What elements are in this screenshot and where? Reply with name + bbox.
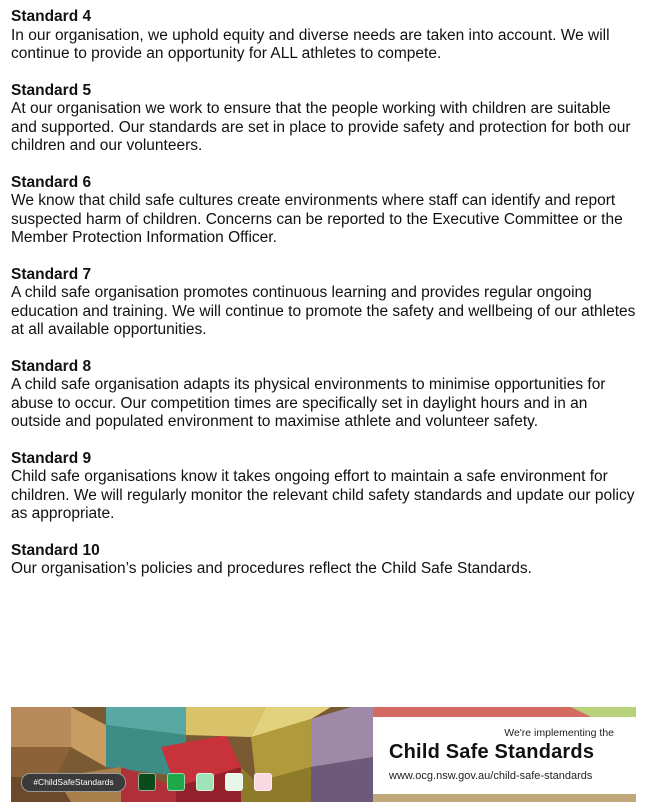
colour-swatch xyxy=(196,773,214,791)
standard-heading: Standard 9 xyxy=(11,449,92,467)
standard-heading: Standard 7 xyxy=(11,265,92,283)
standard-text: A child safe organisation promotes continuous learning and provides regular ongoing education and training. We will continue to promote the safety and wellbeing of our athletes at all available opportunities. xyxy=(11,284,636,338)
standard-text: Our organisation’s policies and procedures reflect the Child Safe Standards. xyxy=(11,560,532,577)
standard-text: At our organisation we work to ensure that the people working with children are suitable and supported. Our standards are set in place to provide safety and protection for both our children and our volunteers. xyxy=(11,100,631,154)
standard-heading: Standard 5 xyxy=(11,81,92,99)
standard-text: Child safe organisations know it takes ongoing effort to maintain a safe environment for children. We will regularly monitor the relevant child safety standards and update our policy as appropriate. xyxy=(11,468,635,522)
promo-intro: We're implementing the xyxy=(504,727,614,739)
standard-heading: Standard 4 xyxy=(11,8,92,25)
standards-list xyxy=(11,8,636,597)
standard-6 xyxy=(11,174,636,248)
standard-9 xyxy=(11,450,636,524)
standard-text: A child safe organisation adapts its physical environments to minimise opportunities for abuse to occur. Our competition times are specifically set in daylight hours and in an outside and populated environment to maximise athlete and volunteer safety. xyxy=(11,376,606,430)
standard-text: We know that child safe cultures create environments where staff can identify and report suspected harm of children. Concerns can be reported to the Executive Committee or the Member Protection Information Officer. xyxy=(11,192,623,246)
standard-text: In our organisation, we uphold equity and diverse needs are taken into account. We will continue to provide an opportunity for ALL athletes to compete. xyxy=(11,26,610,62)
colour-swatch xyxy=(225,773,243,791)
standard-4 xyxy=(11,8,636,64)
promo-box xyxy=(373,717,636,794)
standard-8 xyxy=(11,358,636,432)
promo-title: Child Safe Standards xyxy=(389,741,595,763)
colour-swatch xyxy=(167,773,185,791)
child-safe-standards-banner xyxy=(11,707,636,802)
standard-7 xyxy=(11,266,636,340)
hashtag-pill: #ChildSafeStandards xyxy=(21,773,126,792)
standard-heading: Standard 8 xyxy=(11,357,92,375)
colour-swatch xyxy=(254,773,272,791)
standard-5 xyxy=(11,82,636,156)
standard-10 xyxy=(11,542,636,579)
promo-url[interactable]: www.ocg.nsw.gov.au/child-safe-standards xyxy=(389,770,593,782)
standard-heading: Standard 6 xyxy=(11,173,92,191)
colour-swatch xyxy=(138,773,156,791)
standard-heading: Standard 10 xyxy=(11,541,100,559)
